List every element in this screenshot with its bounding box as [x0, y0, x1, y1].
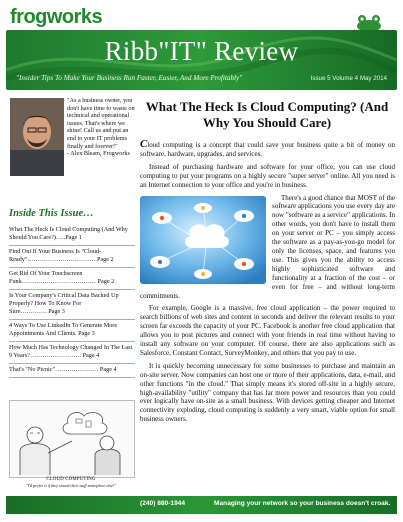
drop-cap: C [140, 138, 148, 150]
title-banner [6, 30, 397, 90]
cloud-network-graphic [140, 196, 266, 284]
article-paragraph-with-graphic [140, 194, 395, 301]
pull-quote [67, 97, 135, 158]
table-of-contents [9, 224, 135, 378]
article-body [140, 140, 395, 428]
toc-item[interactable] [9, 342, 135, 364]
masthead [0, 0, 403, 92]
toc-item-label: 4 Ways To Use LinkedIn To Generate More Appointments And Clients [9, 322, 118, 337]
article-title: What The Heck Is Cloud Computing? (And Why You Should Care) [145, 99, 389, 130]
newsletter-title: Ribb"IT" Review [104, 36, 299, 66]
article-paragraph: Instead of purchasing hardware and software for your office, you can use cloud computing to put your programs on a highly secure "super server" online. All you need is an Internet connection to your office and you're in business. [140, 162, 395, 189]
toc-item-page: …………………………… Page 2 [27, 256, 114, 263]
toc-item-page: ……………………. Page 4 [29, 352, 100, 359]
toc-item-label: Is Your Company's Critical Data Backed Up Properly? How To Know For Sure [9, 292, 119, 315]
toc-item[interactable] [9, 320, 135, 342]
article-paragraph: It is quickly becoming unnecessary for some businesses to purchase and maintain an on-site server. Now companies can host one or more of their applications, data, e-mail, and other functions "in the cloud." That simply means it's stored off-site in a highly secure, high-availability "utility" company that has far more power and resources than you could ever logically have on-site as a small business. With devices getting cheaper and Internet connectivity exploding, cloud computing is suddenly a very smart, viable option for small business owners. [140, 361, 395, 424]
toc-item[interactable] [9, 290, 135, 320]
cloud-computing-cartoon [9, 400, 135, 478]
toc-item-label: That's "No Picnic" [9, 366, 56, 373]
toc-item-label: Find Out If Your Business Is "Cloud-Ready" [9, 248, 102, 263]
toc-item-label: What The Heck Is Cloud Computing (And Why Should You Care?) [9, 226, 128, 241]
quote-text: "As a business owner, you don't have time to waste on technical and operational issues. That's where we shine! Call us and put an end to your IT problems finally and forever!" [67, 97, 135, 150]
toc-item-page: ……………………………… Page 2 [21, 278, 115, 285]
article-paragraph [140, 140, 395, 159]
article-paragraph: For example, Google is a massive, free cloud application – the power required to search billions of web sites and content in seconds and deliver the relevant results to your screen far exceeds the capacity of your PC. Facebook is another free cloud application that allows you to post pictures and connect with your friends in real time without having to install any software on your computer. Of course, there are also applications such as Salesforce, Constant Contact, SurveyMonkey, and others that you pay to use. [140, 304, 395, 357]
issue-info: Issue 5 Volume 4 May 2014 [310, 75, 387, 82]
footer-phone[interactable]: (240) 880-1944 [140, 500, 186, 507]
tagline: "Insider Tips To Make Your Business Run Faster, Easier, And More Profitably" [16, 74, 243, 82]
author-photo [10, 98, 64, 176]
article-paragraph: There's a good chance that MOST of the software applications you use every day are now "software as a service" applications. In other words, you don't have to install them on your server or PC – you simply access the software as a pay-as-you-go model for only the licenses, space, and features you use. This gives you the ability to access highly sophisticated software and functionality at a fraction of the cost – or even for free – and without long-term commitments. [140, 193, 395, 300]
cartoon-caption: "I'd prefer it if they stored their stuff someplace else!" [25, 483, 117, 488]
footer-bar [6, 496, 397, 514]
quote-author: - Alex Bleam, Frogworks [67, 150, 130, 158]
article-paragraph-text: loud computing is a concept that could save your business quite a bit of money on software, hardware, upgrades, and services. [140, 141, 395, 158]
cartoon-title: CLOUD COMPUTING [46, 477, 96, 482]
toc-item[interactable] [9, 246, 135, 268]
toc-item-page: ………………… Page 4 [55, 366, 117, 373]
footer-slogan: Managing your network so your business doesn't croak. [214, 500, 391, 507]
toc-item-label: Get Rid Of Your Touchscreen Funk [9, 270, 83, 285]
toc-item-page: …..Page 1 [55, 234, 82, 241]
toc-item[interactable] [9, 364, 135, 378]
toc-item-page: …………. Page 3 [20, 308, 65, 315]
toc-item[interactable] [9, 224, 135, 246]
toc-item[interactable] [9, 268, 135, 290]
toc-item-label: How Much Has Technology Changed In The Last 9 Years? [9, 344, 133, 359]
inside-this-issue-heading: Inside This Issue… [9, 208, 94, 219]
brand-logo-text: frogworks [10, 6, 103, 28]
toc-item-page: . Page 3 [75, 330, 95, 337]
